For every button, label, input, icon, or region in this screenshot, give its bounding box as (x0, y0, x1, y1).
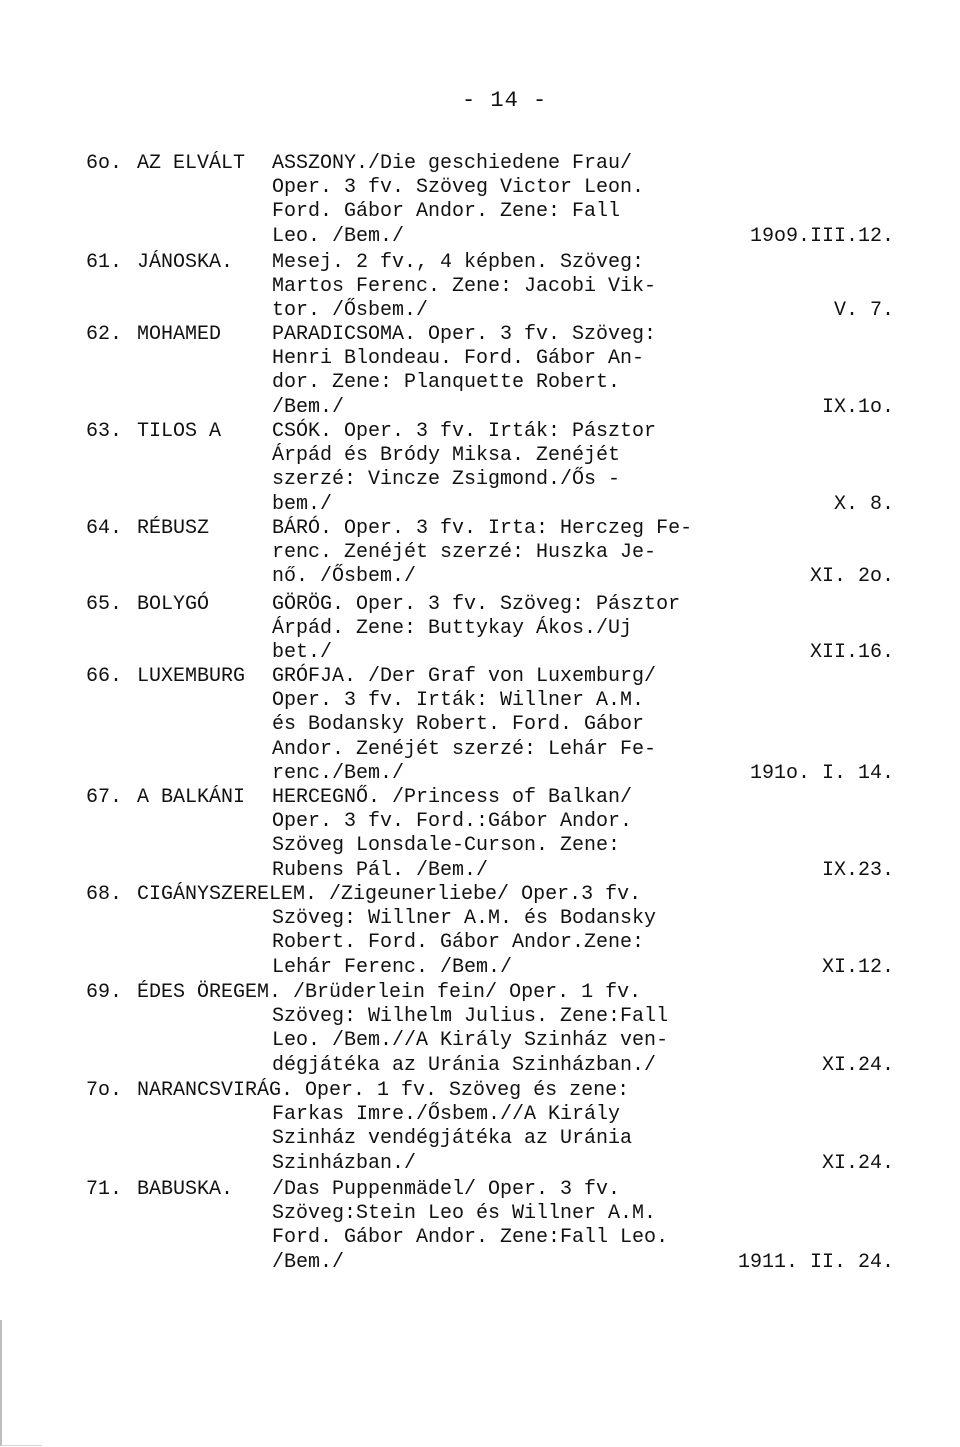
entry-number: 62. (86, 323, 123, 346)
entry-text-line: /Das Puppenmädel/ Oper. 3 fv. (272, 1178, 621, 1201)
entry-text-line: /Bem./ (272, 1250, 345, 1274)
entry-number: 65. (86, 593, 123, 616)
entry-number: 61. (86, 251, 123, 274)
entry-text-line: HERCEGNŐ. /Princess of Balkan/ (272, 786, 633, 809)
entry-text-line: GÖRÖG. Oper. 3 fv. Szöveg: Pásztor (272, 593, 681, 616)
entry-date: IX.1o. (821, 395, 894, 419)
entry-text-line: Oper. 3 fv. Szöveg Victor Leon. (272, 176, 645, 200)
entry-text-line: Ford. Gábor Andor. Zene:Fall Leo. (272, 1226, 669, 1250)
entry-text-line: Árpád és Bródy Miksa. Zenéjét (272, 444, 621, 468)
entry-text-line: ASSZONY./Die geschiedene Frau/ (272, 152, 633, 175)
entry-text-line: Leo. /Bem.//A Király Szinház ven- (272, 1029, 669, 1053)
entry-title: LUXEMBURG (137, 665, 246, 688)
entry-text-line: dor. Zene: Planquette Robert. (272, 371, 621, 395)
entry-number: 67. (86, 786, 123, 809)
entry-number: 69. (86, 981, 123, 1004)
entry-number: 66. (86, 665, 123, 688)
entry-text-line: dégjátéka az Uránia Szinházban./ (272, 1053, 657, 1077)
entry-date: V. 7. (833, 299, 894, 323)
entry-text-line: Szöveg: Wilhelm Julius. Zene:Fall (272, 1005, 669, 1029)
entry-number: 68. (86, 883, 123, 906)
entry-title: RÉBUSZ (137, 517, 210, 540)
entry-text-line: Árpád. Zene: Buttykay Ákos./Uj (272, 617, 633, 641)
entry-text-line: Szöveg: Willner A.M. és Bodansky (272, 907, 657, 931)
entry-text-line: CSÓK. Oper. 3 fv. Irták: Pásztor (272, 420, 657, 443)
entry-number: 71. (86, 1178, 123, 1201)
entry-text-line: renc. Zenéjét szerzé: Huszka Je- (272, 541, 657, 565)
entry-text-line: Leo. /Bem./ (272, 224, 405, 248)
entry-title: AZ ELVÁLT (137, 152, 246, 175)
entry-text-line: PARADICSOMA. Oper. 3 fv. Szöveg: (272, 323, 657, 346)
entry-text-line: /Brüderlein fein/ Oper. 1 fv. (293, 981, 642, 1004)
entry-text-line: Szinházban./ (272, 1151, 417, 1175)
entry-text-line: tor. /Ősbem./ (272, 299, 429, 323)
entry-text-line: és Bodansky Robert. Ford. Gábor (272, 713, 645, 737)
entry-date: XII.16. (809, 641, 894, 665)
entry-title: NARANCSVIRÁG. (137, 1079, 294, 1102)
entry-text-line: Mesej. 2 fv., 4 képben. Szöveg: (272, 251, 645, 274)
page-number: - 14 - (462, 88, 548, 113)
entry-date: XI.24. (821, 1151, 894, 1175)
entry-text-line: Oper. 1 fv. Szöveg és zene: (305, 1079, 630, 1102)
entry-text-line: renc./Bem./ (272, 761, 405, 785)
entry-text-line: Szöveg Lonsdale-Curson. Zene: (272, 834, 621, 858)
entry-date: 1911. II. 24. (737, 1250, 894, 1274)
entry-text-line: Andor. Zenéjét szerzé: Lehár Fe- (272, 737, 657, 761)
entry-text-line: Henri Blondeau. Ford. Gábor An- (272, 347, 645, 371)
entry-title: JÁNOSKA. (137, 251, 234, 274)
entry-text-line: Oper. 3 fv. Ford.:Gábor Andor. (272, 810, 633, 834)
entry-text-line: Szinház vendégjátéka az Uránia (272, 1127, 633, 1151)
scan-margin-mark (0, 1320, 42, 1446)
entry-text-line: szerzé: Vincze Zsigmond./Ős - (272, 468, 621, 492)
entry-date: XI. 2o. (809, 565, 894, 589)
entry-text-line: Rubens Pál. /Bem./ (272, 858, 489, 882)
entry-title: ÉDES ÖREGEM. (137, 981, 282, 1004)
entry-date: X. 8. (833, 492, 894, 516)
entry-text-line: /Zigeunerliebe/ Oper.3 fv. (329, 883, 642, 906)
entry-title: BABUSKA. (137, 1178, 234, 1201)
entry-number: 63. (86, 420, 123, 443)
entry-text-line: bet./ (272, 641, 333, 665)
entry-text-line: GRÓFJA. /Der Graf von Luxemburg/ (272, 665, 657, 688)
entry-date: XI.24. (821, 1053, 894, 1077)
entry-text-line: Szöveg:Stein Leo és Willner A.M. (272, 1202, 657, 1226)
entry-title: BOLYGÓ (137, 593, 210, 616)
entry-number: 7o. (86, 1079, 123, 1102)
entry-date: 191o. I. 14. (749, 761, 894, 785)
entry-text-line: nő. /Ősbem./ (272, 565, 417, 589)
entry-title: CIGÁNYSZERELEM. (137, 883, 318, 906)
entry-title: A BALKÁNI (137, 786, 246, 809)
entry-text-line: Ford. Gábor Andor. Zene: Fall (272, 200, 621, 224)
entry-text-line: Oper. 3 fv. Irták: Willner A.M. (272, 689, 645, 713)
entry-text-line: Lehár Ferenc. /Bem./ (272, 955, 513, 979)
entry-number: 6o. (86, 152, 123, 175)
entry-number: 64. (86, 517, 123, 540)
entry-date: IX.23. (821, 858, 894, 882)
entry-text-line: /Bem./ (272, 395, 345, 419)
entry-text-line: bem./ (272, 492, 333, 516)
entry-text-line: BÁRÓ. Oper. 3 fv. Irta: Herczeg Fe- (272, 517, 693, 540)
entry-title: TILOS A (137, 420, 222, 443)
entry-date: 19o9.III.12. (749, 224, 894, 248)
entry-text-line: Robert. Ford. Gábor Andor.Zene: (272, 931, 645, 955)
entry-date: XI.12. (821, 955, 894, 979)
entry-title: MOHAMED (137, 323, 222, 346)
entry-text-line: Farkas Imre./Ősbem.//A Király (272, 1103, 621, 1127)
entry-text-line: Martos Ferenc. Zene: Jacobi Vik- (272, 275, 657, 299)
